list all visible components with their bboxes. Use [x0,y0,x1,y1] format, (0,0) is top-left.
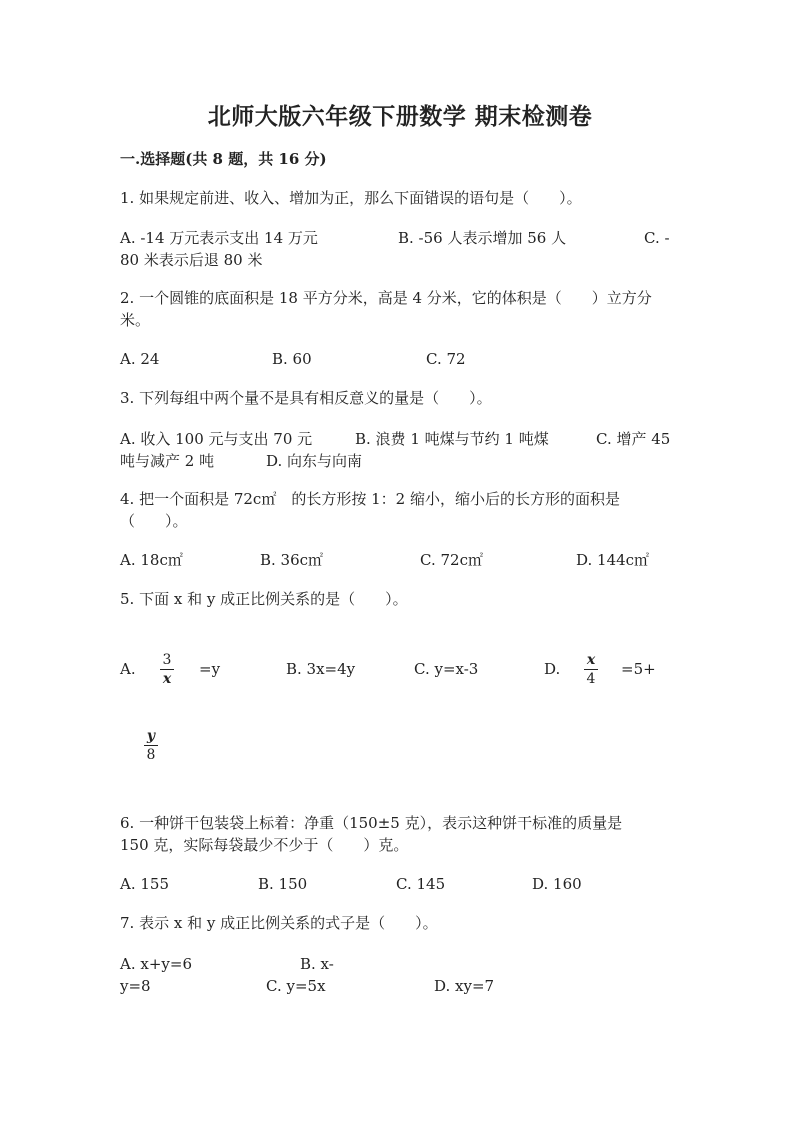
fraction-numerator: x [586,652,596,668]
question-4-option-c: C. 72c㎡ [420,551,483,569]
question-4-option-d: D. 144c㎡ [576,551,650,569]
fraction-numerator: 3 [162,652,172,668]
question-7-stem: 7. 表示 x 和 y 成正比例关系的式子是（ ）。 [120,914,438,932]
question-6-option-c: C. 145 [396,875,446,893]
question-2-option-c: C. 72 [426,350,466,368]
question-1-option-c-cont: 80 米表示后退 80 米 [120,251,263,269]
question-3-option-c-cont: 吨与减产 2 吨 [120,452,215,470]
question-5-option-b: B. 3x=4y [286,660,356,678]
question-3-option-b: B. 浪费 1 吨煤与节约 1 吨煤 [355,430,549,448]
question-3-stem: 3. 下列每组中两个量不是具有相反意义的量是（ ）。 [120,389,492,407]
question-7-option-a: A. x+y=6 [120,955,192,973]
question-1-option-c: C. - [644,229,670,247]
question-4-stem-cont: （ ）。 [120,512,188,530]
question-1-option-a: A. -14 万元表示支出 14 万元 [120,229,318,247]
question-3-option-a: A. 收入 100 元与支出 70 元 [120,430,313,448]
fraction-bar [160,669,174,670]
question-7-option-b: B. x- [300,955,334,973]
question-5-option-d-tail: =5+ [621,660,656,678]
question-6-option-d: D. 160 [532,875,582,893]
question-5-option-a-fraction [160,652,174,687]
question-1-option-b: B. -56 人表示增加 56 人 [398,229,567,247]
question-3-option-d: D. 向东与向南 [266,452,363,470]
question-5-option-d-fraction-cont [144,728,158,763]
question-7-option-c: C. y=5x [266,977,326,995]
question-5-option-c: C. y=x-3 [414,660,479,678]
section-heading: 一.选择题(共 8 题，共 16 分) [120,150,327,168]
fraction-bar [144,745,158,746]
question-5-option-a-label: A. [120,660,136,678]
question-6-stem: 6. 一种饼干包装袋上标着：净重（150±5 克），表示这种饼干标准的质量是 [120,814,623,832]
question-2-option-b: B. 60 [272,350,312,368]
fraction-bar [584,669,598,670]
question-4-option-b: B. 36c㎡ [260,551,324,569]
fraction-numerator: y [146,728,156,744]
question-3-option-c: C. 增产 45 [596,430,671,448]
question-5-option-d-label: D. [544,660,561,678]
question-5-stem: 5. 下面 x 和 y 成正比例关系的是（ ）。 [120,590,408,608]
fraction-denominator: 8 [146,747,156,763]
question-4-stem: 4. 把一个面积是 72c㎡ 的长方形按 1：2 缩小，缩小后的长方形的面积是 [120,490,620,508]
question-7-option-d: D. xy=7 [434,977,495,995]
page-title: 北师大版六年级下册数学 期末检测卷 [207,103,593,130]
question-6-stem-cont: 150 克，实际每袋最少不少于（ ）克。 [120,836,409,854]
fraction-denominator: 4 [586,671,596,687]
question-6-option-a: A. 155 [120,875,169,893]
question-4-option-a: A. 18c㎡ [120,551,183,569]
question-5-option-a-tail: =y [199,660,221,678]
question-7-option-b-cont: y=8 [120,977,151,995]
question-2-stem: 2. 一个圆锥的底面积是 18 平方分米，高是 4 分米，它的体积是（ ）立方分 [120,289,652,307]
question-5-option-d-fraction [584,652,598,687]
question-1-stem: 1. 如果规定前进、收入、增加为正，那么下面错误的语句是（ ）。 [120,189,582,207]
question-2-stem-cont: 米。 [120,311,151,329]
fraction-denominator: x [162,671,172,687]
question-2-option-a: A. 24 [120,350,160,368]
question-6-option-b: B. 150 [258,875,308,893]
